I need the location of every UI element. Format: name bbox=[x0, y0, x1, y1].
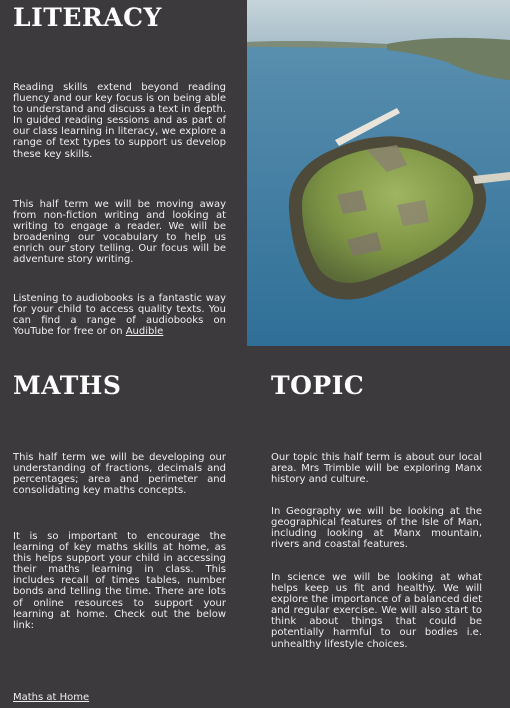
topic-paragraph-science: In science we will be looking at what helps keep us fit and healthy. We will explore the importance of a balanced diet and regular exercise. We will also start to think about things that could be potentially harmful to our bodies i.e. unhealthy lifestyle choices. bbox=[271, 572, 482, 650]
literacy-paragraph-writing: This half term we will be moving away from non-fiction writing and looking at writing to engage a reader. We will be broadening our vocabulary to help us enrich our story telling. Our focus will be adventure story writing. bbox=[13, 199, 226, 266]
maths-paragraph-home-learning: It is so important to encourage the learning of key maths skills at home, as this helps support your child in accessing their maths learning in class. This includes recall of times tables, number bonds and telling the time. There are lots of online resources to support your learning at home. Check out the below link: bbox=[13, 531, 226, 631]
audible-link[interactable]: Audible bbox=[125, 326, 164, 338]
maths-heading: MATHS bbox=[13, 371, 122, 400]
topic-paragraph-local-area: Our topic this half term is about our local area. Mrs Trimble will be exploring Manx history and culture. bbox=[271, 452, 482, 486]
maths-paragraph-concepts: This half term we will be developing our understanding of fractions, decimals and percentages; area and perimeter and consolidating key maths concepts. bbox=[13, 452, 226, 497]
literacy-heading: LITERACY bbox=[13, 3, 162, 32]
literacy-paragraph-reading: Reading skills extend beyond reading fluency and our key focus is on being able to understand and discuss a text in depth. In guided reading sessions and as part of our class learning in literacy, we explore a range of text types to support us develop these key skills. bbox=[13, 82, 226, 160]
topic-paragraph-geography: In Geography we will be looking at the geographical features of the Isle of Man, including looking at Manx mountain, rivers and coastal features. bbox=[271, 506, 482, 551]
topic-heading: TOPIC bbox=[271, 371, 365, 400]
audiobooks-text: Listening to audiobooks is a fantastic way for your child to access quality texts. You can find a range of audiobooks on YouTube for free or on bbox=[13, 293, 226, 338]
maths-at-home-link[interactable]: Maths at Home bbox=[13, 692, 90, 703]
island-aerial-photo bbox=[247, 0, 510, 346]
maths-link-line bbox=[13, 692, 89, 703]
literacy-paragraph-audiobooks bbox=[13, 293, 226, 337]
